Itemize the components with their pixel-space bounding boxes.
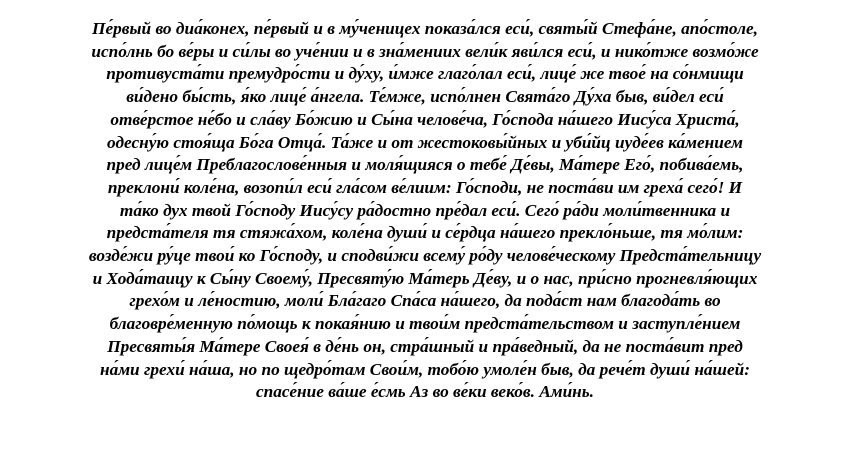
text-line: испо́лнь бо ве́ры и си́лы во уче́нии и в зна́мениих вели́к яви́лся еси́, и нико́тже возмо́же [91, 41, 759, 61]
text-line: преклони́ коле́на, возопи́л еси́ гла́сом ве́лиим: Го́споди, не поста́ви им греха́ сего́! И [107, 177, 743, 197]
text-line: противуста́ти премудро́сти и ду́ху, и́мже глаго́лал еси́, лице́ же твое́ на со́нмищи [106, 64, 744, 84]
text-line: спасе́ние ва́ше е́смь Аз во ве́ки веко́в. Ами́нь. [255, 382, 594, 402]
text-line: благовре́менную по́мощь к покая́нию и твои́м предста́тельством и заступле́нием [109, 314, 741, 334]
text-line: предста́теля тя стяжа́хом, коле́на души́ и се́рдца на́шего прекло́ньше, тя мо́лим: [106, 223, 744, 243]
text-line: на́ми грехи́ на́ша, но по щедро́там Свои́м, тобо́ю умоле́н быв, да рече́т души́ на́шей: [99, 359, 750, 379]
text-line: ви́дено бы́сть, я́ко лице́ а́нгела. Те́мже, испо́лнен Свята́го Ду́ха быв, ви́дел еси́ [126, 87, 724, 107]
text-line: пред лице́м Преблагослове́нныя и моля́щияся о тебе́ Де́вы, Ма́тере Его́, побива́емь, [106, 155, 744, 175]
text-line: отве́рстое не́бо и сла́ву Бо́жию и Сы́на челове́ча, Го́спода на́шего Иису́са Христа́, [110, 109, 740, 129]
text-line: и Хода́таицу к Сы́ну Своему́, Пресвяту́ю Ма́терь Де́ву, и о нас, при́сно прогневля́ющих [92, 268, 758, 288]
prayer-text [20, 18, 830, 404]
text-line: одесну́ю стоя́ща Бо́га Отца́. Та́же и от жестоковы́йных и уби́йц иуде́ев ка́мением [107, 132, 743, 152]
text-line: грехо́м и ле́ностию, моли́ Бла́гаго Спа́са на́шего, да пода́ст нам благода́ть во [129, 291, 721, 311]
text-line: возде́жи ру́це твои́ ко Го́споду, и сподви́жи всему́ ро́ду челове́ческому Предста́тельницу [88, 246, 762, 266]
text-line: та́ко дух твой Го́споду Иису́су ра́достно пре́дал еси́. Сего́ ра́ди моли́твенника и [119, 200, 731, 220]
text-line: Пресвяты́я Ма́тере Своея́ в де́нь он, стра́шный и пра́ведный, да не поста́вит пред [107, 336, 743, 356]
text-line: Пе́рвый во диа́конех, пе́рвый и в му́ченицех показа́лся еси́, святы́й Стефа́не, апо́столе, [92, 19, 758, 38]
